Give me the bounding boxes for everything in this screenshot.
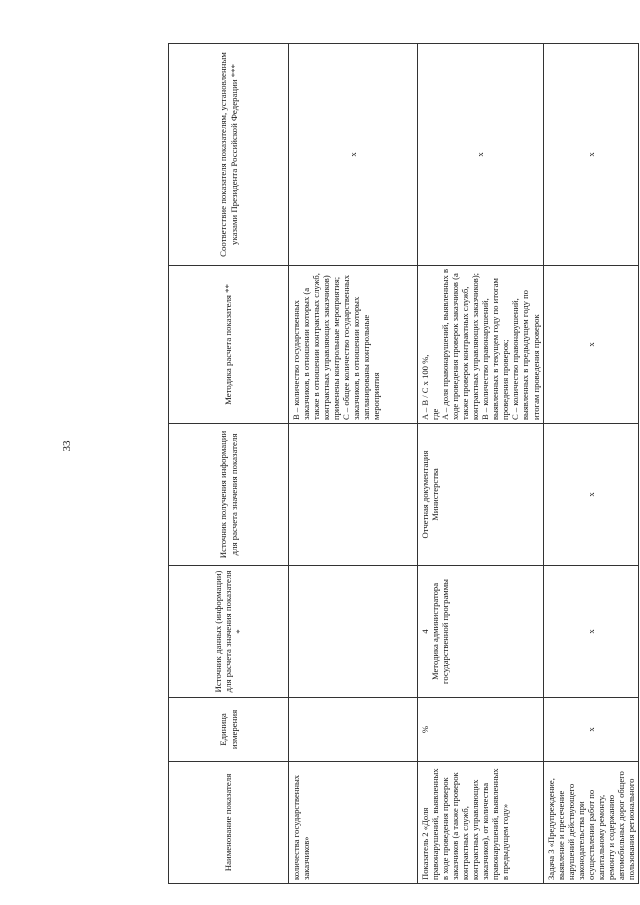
table-header-row: [169, 44, 289, 884]
cell-data-source: 4 Методика администратора государственной программы: [418, 566, 544, 698]
table-row: [543, 44, 638, 884]
indicators-table: [168, 43, 639, 884]
header-info-source: Источник получения информации для расчета значения показателя: [169, 424, 289, 566]
cell-unit: [289, 698, 418, 762]
header-indicator-name: Наименование показателя: [169, 762, 289, 884]
table-row: [289, 44, 418, 884]
cell-info-source: [289, 424, 418, 566]
cell-unit: %: [418, 698, 544, 762]
cell-method: x: [543, 266, 638, 424]
rotated-table-container: [168, 44, 636, 884]
header-method: Методика расчета показателя **: [169, 266, 289, 424]
cell-info-source: x: [543, 424, 638, 566]
cell-indicator-name: Показатель 2 «Доля правонарушений, выявленных в ходе проведения проверок заказчиков (а также проверок контрактных служб, контрактных управляющих заказчиков), от количества правонарушений, выявленных в предыдущем году»: [418, 762, 544, 884]
header-compliance: Соответствие показателя показателям, установленным указами Президента Российской Федерации ***: [169, 44, 289, 266]
header-unit: Единица измерения: [169, 698, 289, 762]
cell-compliance: x: [543, 44, 638, 266]
cell-indicator-name: количества государственных заказчиков»: [289, 762, 418, 884]
header-data-source: Источник данных (информации) для расчета значения показателя *: [169, 566, 289, 698]
table-row: [418, 44, 544, 884]
cell-data-source: [289, 566, 418, 698]
cell-data-source: x: [543, 566, 638, 698]
cell-info-source: Отчетная документация Министерства: [418, 424, 544, 566]
cell-unit: x: [543, 698, 638, 762]
cell-indicator-name: Задача 3 «Предупреждение, выявление и пресечение нарушений действующего законодательства при осуществлении работ по капитальному ремонту, ремонту и содержанию автомобильных дорог общего пользования регионального: [543, 762, 638, 884]
cell-compliance: x: [418, 44, 544, 266]
cell-method: B – количество государственных заказчиков, в отношении которых (а также в отношении контрактных служб, контрактных управляющих заказчиков) применены контрольные мероприятия; C – общее количество государственных заказчиков, в отношении которых запланированы контрольные мероприятия: [289, 266, 418, 424]
page-number: 33: [61, 440, 73, 452]
cell-method: A – B / C x 100 %, где A – доля правонарушений, выявленных в ходе проведения проверок заказчиков (а также проверок контрактных служб, контрактных управляющих заказчиков); B – количество правонарушений, выявленных в текущем году по итогам проведения проверок; C – количество правонарушений, выявленных в предыдущем году по итогам проведения проверок: [418, 266, 544, 424]
cell-compliance: x: [289, 44, 418, 266]
